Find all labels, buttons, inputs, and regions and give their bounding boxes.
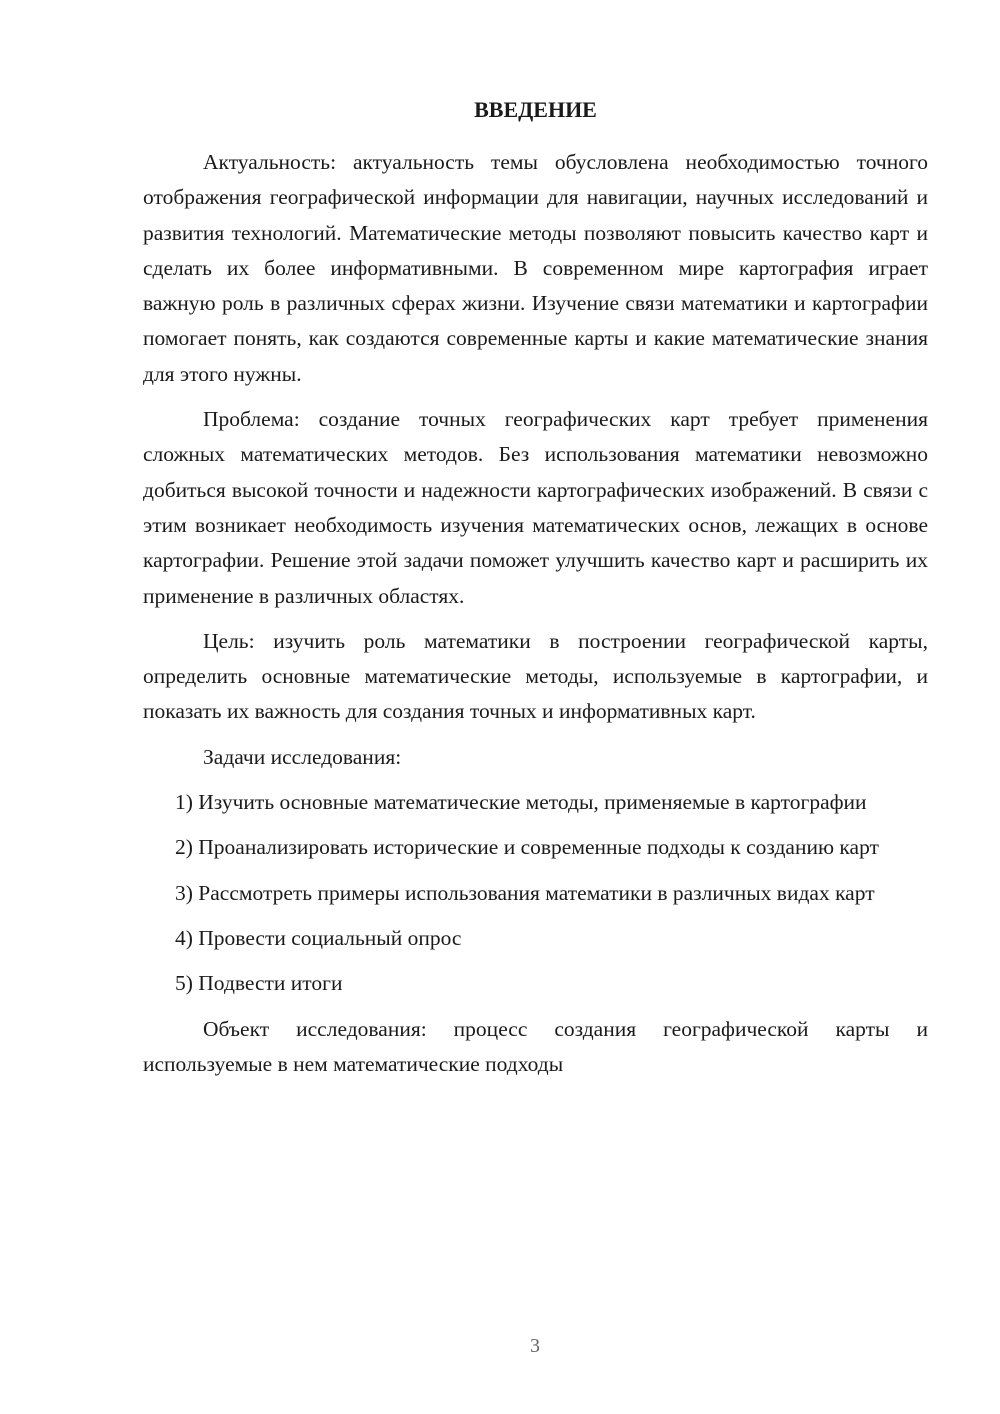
task-item: 4) Провести социальный опрос	[175, 925, 462, 950]
goal-paragraph: Цель: изучить роль математики в построении географической карты, определить основные математические методы, используемые в картографии, и показать их важность для создания точных и информативных карт.	[143, 628, 928, 724]
task-item: 1) Изучить основные математические методы, применяемые в картографии	[175, 790, 867, 815]
object-paragraph: Объект исследования: процесс создания географической карты и используемые в нем математические подходы	[143, 1016, 928, 1076]
problem-paragraph: Проблема: создание точных географических карт требует применения сложных математических методов. Без использования математики невозможно добиться высокой точности и надежности картографических изображений. В связи с этим возникает необходимость изучения математических основ, лежащих в основе картографии. Решение этой задачи поможет улучшить качество карт и расширить их применение в различных областях.	[143, 407, 928, 608]
task-item: 5) Подвести итоги	[175, 971, 343, 996]
tasks-list	[143, 785, 928, 1001]
document-page	[143, 92, 928, 1092]
task-item: 3) Рассмотреть примеры использования математики в различных видах карт	[175, 880, 875, 905]
section-title: ВВЕДЕНИЕ	[474, 97, 597, 122]
tasks-heading: Задачи исследования:	[203, 744, 402, 769]
relevance-paragraph: Актуальность: актуальность темы обусловлена необходимостью точного отображения географической информации для навигации, научных исследований и развития технологий. Математические методы позволяют повысить качество карт и сделать их более информативными. В современном мире картография играет важную роль в различных сферах жизни. Изучение связи математики и картографии помогает понять, как создаются современные карты и какие математические знания для этого нужны.	[143, 150, 928, 386]
page-number: 3	[530, 1335, 540, 1357]
task-item: 2) Проанализировать исторические и современные подходы к созданию карт	[175, 835, 879, 860]
